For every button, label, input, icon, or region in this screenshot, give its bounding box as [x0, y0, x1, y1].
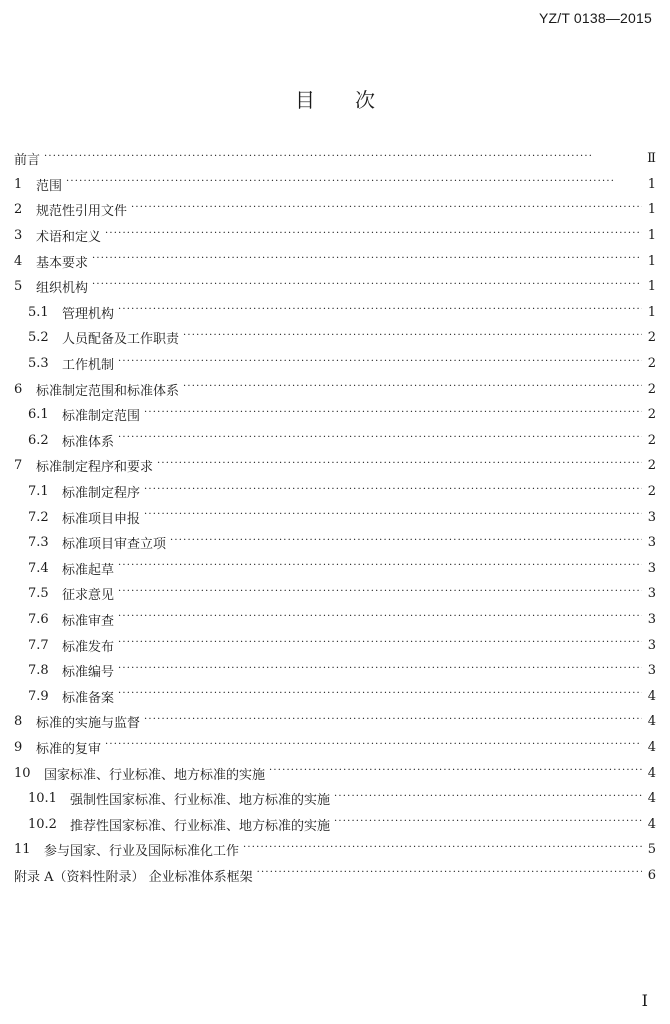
- toc-entry-label: 管理机构: [62, 306, 115, 322]
- toc-entry-number: 7.8: [28, 663, 49, 679]
- toc-entry-page: 4: [647, 791, 656, 807]
- dot-leader: [118, 612, 642, 626]
- toc-entry-page: 4: [647, 688, 656, 704]
- toc-entry-number: 10.2: [28, 816, 57, 832]
- toc-entry[interactable]: [14, 428, 656, 454]
- toc-entry-number: 10.1: [28, 791, 57, 807]
- toc-entry-label: 标准编号: [62, 665, 115, 681]
- toc-entry-page: 2: [647, 484, 656, 500]
- toc-entry-number: 5.3: [28, 356, 49, 372]
- toc-entry-page: 2: [647, 330, 656, 346]
- toc-entry-page: 2: [647, 407, 656, 423]
- toc-entry-page: 2: [647, 356, 656, 372]
- toc-entry-number: 7.7: [28, 637, 49, 653]
- toc-entry[interactable]: [14, 607, 656, 633]
- toc-entry[interactable]: [14, 556, 656, 582]
- toc-entry-number: 7.9: [28, 688, 49, 704]
- dot-leader: [92, 254, 642, 268]
- dot-leader: [257, 868, 642, 882]
- toc-entry-page: 1: [647, 253, 656, 269]
- toc-entry-page: 1: [647, 228, 656, 244]
- toc-entry[interactable]: [14, 300, 656, 326]
- toc-entry-page: 4: [647, 816, 656, 832]
- toc-entry-label: 标准制定范围: [62, 409, 141, 425]
- toc-entry[interactable]: [14, 274, 656, 300]
- toc-entry-label: 国家标准、行业标准、地方标准的实施: [44, 767, 266, 783]
- toc-entry-label: 前言: [14, 153, 41, 169]
- toc-entry-number: 5.2: [28, 330, 49, 346]
- toc-entry-page: 3: [647, 663, 656, 679]
- toc-entry[interactable]: [14, 530, 656, 556]
- toc-entry-number: 9: [14, 739, 23, 755]
- toc-entry[interactable]: [14, 811, 656, 837]
- dot-leader: [105, 740, 642, 754]
- toc-entry-label: 标准项目申报: [62, 511, 141, 527]
- toc-entry-label: 标准制定程序: [62, 486, 141, 502]
- toc-entry-number: 7.6: [28, 611, 49, 627]
- toc-entry-number: 7: [14, 458, 23, 474]
- toc-entry-number: 5.1: [28, 304, 49, 320]
- toc-entry-page: 4: [647, 714, 656, 730]
- toc-entry-label: 征求意见: [62, 588, 115, 604]
- dot-leader: [334, 792, 642, 806]
- toc-entry-page: 5: [647, 842, 656, 858]
- toc-entry[interactable]: [14, 504, 656, 530]
- toc-entry-label: 术语和定义: [36, 230, 102, 246]
- page-title: 目次: [295, 88, 415, 112]
- toc-entry-page: 3: [647, 586, 656, 602]
- toc-entry[interactable]: [14, 402, 656, 428]
- dot-leader: [118, 587, 642, 601]
- toc-entry-page: 3: [647, 535, 656, 551]
- toc-entry-number: 7.3: [28, 535, 49, 551]
- toc-entry-page: 3: [647, 637, 656, 653]
- dot-leader: [170, 536, 642, 550]
- toc-entry-label: 基本要求: [36, 255, 89, 271]
- toc-entry-page: 1: [647, 176, 656, 192]
- dot-leader: [334, 817, 642, 831]
- toc-entry-label: 标准项目审查立项: [62, 537, 167, 553]
- toc-entry-label: 规范性引用文件: [36, 204, 128, 220]
- dot-leader: [118, 357, 642, 371]
- toc-entry[interactable]: [14, 683, 656, 709]
- toc-entry[interactable]: [14, 223, 656, 249]
- toc-entry-page: 2: [647, 381, 656, 397]
- toc-entry[interactable]: [14, 325, 656, 351]
- toc-entry-label: 附录 A（资料性附录） 企业标准体系框架: [14, 869, 253, 885]
- toc-entry-number: 5: [14, 279, 23, 295]
- toc-entry[interactable]: [14, 658, 656, 684]
- toc-entry-page: 1: [647, 202, 656, 218]
- toc-entry-label: 强制性国家标准、行业标准、地方标准的实施: [70, 793, 331, 809]
- toc-entry-label: 工作机制: [62, 358, 115, 374]
- toc-entry-page: 4: [647, 739, 656, 755]
- dot-leader: [183, 331, 642, 345]
- table-of-contents: [14, 146, 656, 888]
- toc-entry-label: 标准起草: [62, 562, 115, 578]
- toc-entry-label: 标准发布: [62, 639, 115, 655]
- toc-entry-label: 参与国家、行业及国际标准化工作: [44, 844, 240, 860]
- toc-entry-number: 7.2: [28, 509, 49, 525]
- toc-entry-number: 6: [14, 381, 23, 397]
- toc-entry[interactable]: [14, 172, 656, 198]
- toc-entry-label: 组织机构: [36, 281, 89, 297]
- toc-entry[interactable]: [14, 735, 656, 761]
- dot-leader: [144, 715, 642, 729]
- toc-entry-page: 6: [647, 867, 656, 883]
- document-code: YZ/T 0138—2015: [538, 10, 652, 26]
- toc-entry-page: 3: [647, 560, 656, 576]
- dot-leader: [105, 229, 642, 243]
- toc-entry[interactable]: [14, 197, 656, 223]
- dot-leader: [118, 638, 642, 652]
- dot-leader: [118, 689, 642, 703]
- toc-entry-label: 人员配备及工作职责: [62, 332, 180, 348]
- toc-entry[interactable]: [14, 863, 656, 889]
- toc-entry-page: 1: [647, 304, 656, 320]
- toc-entry-number: 7.5: [28, 586, 49, 602]
- toc-entry-page: 1: [647, 279, 656, 295]
- toc-entry-label: 标准制定范围和标准体系: [36, 383, 180, 399]
- dot-leader: [157, 459, 642, 473]
- toc-entry-number: 3: [14, 228, 23, 244]
- dot-leader: [92, 280, 642, 294]
- page-number: Ⅰ: [641, 991, 648, 1010]
- dot-leader: [144, 408, 642, 422]
- toc-entry-number: 1: [14, 176, 23, 192]
- dot-leader: [118, 305, 642, 319]
- toc-entry[interactable]: [14, 453, 656, 479]
- toc-entry[interactable]: [14, 351, 656, 377]
- toc-entry-label: 推荐性国家标准、行业标准、地方标准的实施: [70, 818, 331, 834]
- toc-entry-label: 标准体系: [62, 434, 115, 450]
- toc-entry-page: 4: [647, 765, 656, 781]
- toc-entry-number: 4: [14, 253, 23, 269]
- toc-entry-label: 标准的实施与监督: [36, 716, 141, 732]
- toc-entry[interactable]: [14, 248, 656, 274]
- toc-entry-number: 8: [14, 714, 23, 730]
- toc-entry-page: 3: [647, 509, 656, 525]
- toc-entry-number: 11: [14, 842, 31, 858]
- dot-leader: [118, 433, 642, 447]
- toc-entry[interactable]: [14, 786, 656, 812]
- toc-entry[interactable]: [14, 632, 656, 658]
- dot-leader: [66, 177, 642, 191]
- toc-entry[interactable]: [14, 709, 656, 735]
- toc-entry-page: Ⅱ: [647, 151, 656, 167]
- toc-entry-label: 标准制定程序和要求: [36, 460, 154, 476]
- dot-leader: [131, 203, 642, 217]
- toc-entry[interactable]: [14, 837, 656, 863]
- dot-leader: [144, 485, 642, 499]
- toc-entry-label: 标准审查: [62, 613, 115, 629]
- toc-entry[interactable]: [14, 760, 656, 786]
- toc-entry-label: 范围: [36, 178, 63, 194]
- toc-entry-number: 6.2: [28, 432, 49, 448]
- toc-entry-number: 6.1: [28, 407, 49, 423]
- dot-leader: [269, 766, 642, 780]
- toc-entry-page: 2: [647, 432, 656, 448]
- dot-leader: [118, 664, 642, 678]
- dot-leader: [144, 510, 642, 524]
- toc-entry-number: 7.4: [28, 560, 49, 576]
- toc-entry[interactable]: [14, 479, 656, 505]
- toc-entry-number: 7.1: [28, 484, 49, 500]
- dot-leader: [118, 561, 642, 575]
- dot-leader: [44, 152, 642, 166]
- dot-leader: [243, 843, 642, 857]
- toc-entry-page: 2: [647, 458, 656, 474]
- toc-entry[interactable]: [14, 146, 656, 172]
- toc-entry-number: 10: [14, 765, 31, 781]
- toc-entry[interactable]: [14, 376, 656, 402]
- toc-entry-number: 2: [14, 202, 23, 218]
- dot-leader: [183, 382, 642, 396]
- toc-entry[interactable]: [14, 581, 656, 607]
- toc-entry-page: 3: [647, 611, 656, 627]
- toc-entry-label: 标准备案: [62, 690, 115, 706]
- toc-entry-label: 标准的复审: [36, 741, 102, 757]
